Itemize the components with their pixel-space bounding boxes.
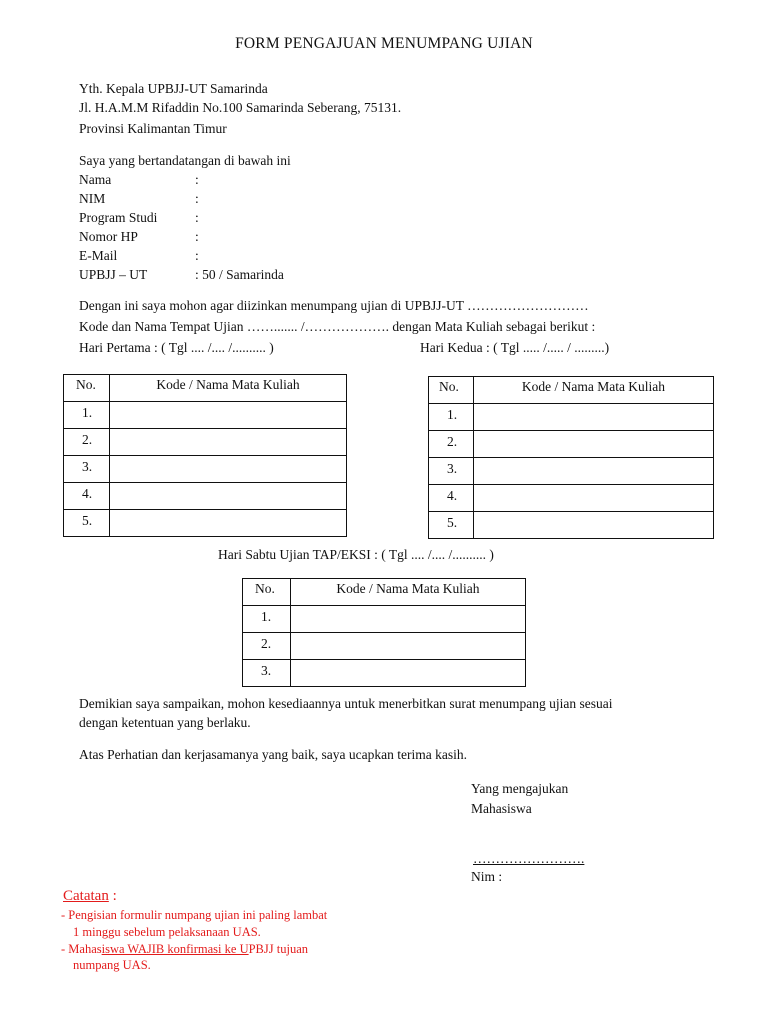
saturday-exam-date: Hari Sabtu Ujian TAP/EKSI : ( Tgl .... /.... /.......... ) [218, 547, 494, 562]
note-2-line-1 [61, 943, 308, 956]
form-title: FORM PENGAJUAN MENUMPANG UJIAN [235, 35, 533, 52]
table-row [243, 606, 526, 633]
closing-line-1: Demikian saya sampaikan, mohon kesediaannya untuk menerbitkan surat menumpang ujian sesuai [79, 696, 613, 711]
course-cell [290, 606, 525, 633]
course-cell [290, 633, 525, 660]
field-value-upbjj: : 50 / Samarinda [195, 267, 284, 282]
course-cell [290, 660, 525, 687]
row-number: 1. [243, 606, 291, 633]
notes-heading-wrap [63, 889, 117, 904]
thanks-text: Atas Perhatian dan kerjasamanya yang baik, saya ucapkan terima kasih. [79, 747, 467, 762]
signature-role: Mahasiswa [471, 801, 532, 816]
table-row [429, 458, 714, 485]
table-row [64, 456, 347, 483]
course-cell [109, 429, 346, 456]
table-row [243, 633, 526, 660]
table-row [64, 429, 347, 456]
course-cell [473, 431, 713, 458]
field-label-nomor-hp: Nomor HP [79, 229, 138, 244]
course-cell [109, 456, 346, 483]
notes-heading: Catatan [63, 888, 109, 904]
table-row [243, 660, 526, 687]
course-table-saturday [242, 578, 526, 687]
field-label-nama: Nama [79, 172, 112, 187]
row-number: 2. [243, 633, 291, 660]
day-two-date: Hari Kedua : ( Tgl ..... /..... / .........) [420, 340, 610, 355]
address-street: Jl. H.A.M.M Rifaddin No.100 Samarinda Seberang, 75131. [79, 100, 402, 115]
field-value-email: : [195, 248, 199, 263]
request-line-1: Dengan ini saya mohon agar diizinkan menumpang ujian di UPBJJ-UT ……………………… [79, 298, 589, 313]
table-row [64, 510, 347, 537]
field-label-email: E-Mail [79, 248, 118, 263]
table-row [64, 483, 347, 510]
col-header-course: Kode / Nama Mata Kuliah [109, 375, 346, 402]
table-row [429, 404, 714, 431]
col-header-no: No. [429, 377, 474, 404]
field-value-nama: : [195, 172, 199, 187]
row-number: 5. [429, 512, 474, 539]
day-one-date: Hari Pertama : ( Tgl .... /.... /.......... ) [79, 340, 274, 355]
col-header-course: Kode / Nama Mata Kuliah [473, 377, 713, 404]
table-row [429, 431, 714, 458]
field-label-nim: NIM [79, 191, 106, 206]
table-row [429, 512, 714, 539]
signature-title: Yang mengajukan [471, 781, 569, 796]
field-value-program-studi: : [195, 210, 199, 225]
col-header-no: No. [64, 375, 110, 402]
course-table-day-one [63, 374, 347, 537]
course-cell [473, 404, 713, 431]
row-number: 2. [64, 429, 110, 456]
row-number: 5. [64, 510, 110, 537]
course-cell [109, 483, 346, 510]
course-cell [473, 512, 713, 539]
row-number: 3. [64, 456, 110, 483]
row-number: 4. [64, 483, 110, 510]
col-header-course: Kode / Nama Mata Kuliah [290, 579, 525, 606]
field-value-nomor-hp: : [195, 229, 199, 244]
closing-line-2: dengan ketentuan yang berlaku. [79, 715, 251, 730]
address-recipient: Yth. Kepala UPBJJ-UT Samarinda [79, 81, 268, 96]
note-1-line-1: - Pengisian formulir numpang ujian ini paling lambat [61, 908, 328, 922]
address-province: Provinsi Kalimantan Timur [79, 121, 227, 136]
row-number: 1. [429, 404, 474, 431]
row-number: 1. [64, 402, 110, 429]
table-row [64, 402, 347, 429]
field-label-upbjj: UPBJJ – UT [79, 267, 148, 282]
notes-heading-colon: : [108, 888, 117, 904]
note-1-line-2: 1 minggu sebelum pelaksanaan UAS. [73, 925, 261, 939]
row-number: 3. [429, 458, 474, 485]
course-cell [473, 485, 713, 512]
table-row [429, 485, 714, 512]
col-header-no: No. [243, 579, 291, 606]
course-cell [109, 402, 346, 429]
course-cell [109, 510, 346, 537]
note-2-part-b: iswa WAJIB konfirmasi ke U [101, 942, 249, 956]
signature-nim: Nim : [471, 869, 503, 884]
intro-text: Saya yang bertandatangan di bawah ini [79, 153, 291, 168]
row-number: 2. [429, 431, 474, 458]
row-number: 3. [243, 660, 291, 687]
request-line-2: Kode dan Nama Tempat Ujian ……....... /………………. dengan Mata Kuliah sebagai berikut : [79, 319, 596, 334]
course-table-day-two [428, 376, 714, 539]
field-value-nim: : [195, 191, 199, 206]
signature-line: ……………………. [473, 851, 585, 866]
course-cell [473, 458, 713, 485]
note-2-part-c: PBJJ tujuan [248, 942, 308, 956]
field-label-program-studi: Program Studi [79, 210, 158, 225]
note-2-line-2: numpang UAS. [73, 958, 151, 972]
note-2-part-a: - Mahas [61, 942, 102, 956]
row-number: 4. [429, 485, 474, 512]
